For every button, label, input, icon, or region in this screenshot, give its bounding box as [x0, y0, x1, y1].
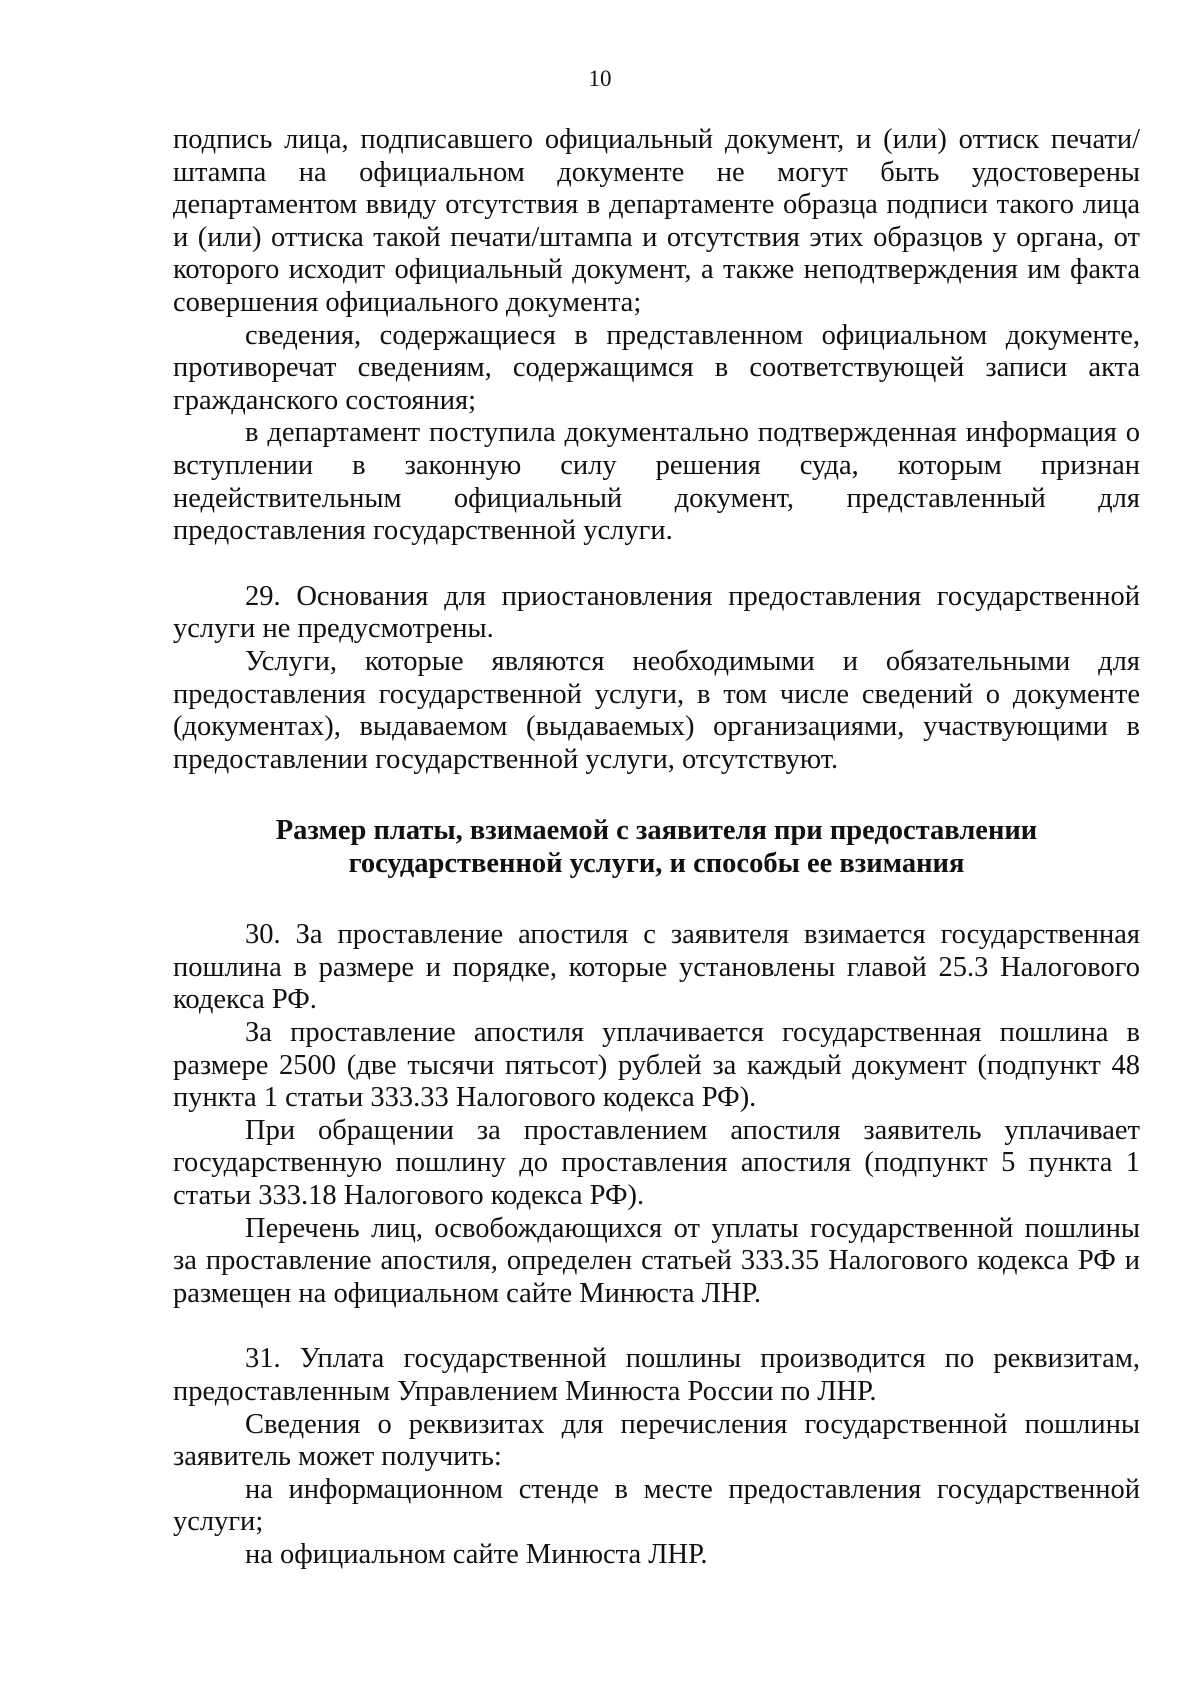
paragraph-30-exempt-persons: Перечень лиц, освобождающихся от уплаты государственной пошлины за проставление апостиля, определен статьей 333.35 Налогового кодекса РФ и размещен на официальном сайте Минюста ЛНР. [173, 1212, 1140, 1309]
section-heading-line-1: Размер платы, взимаемой с заявителя при предоставлении [275, 815, 1038, 847]
page-number: 10 [588, 66, 612, 91]
section-heading-line-2: государственной услуги, и способы ее взимания [348, 848, 965, 880]
paragraph-31-payment-details: 31. Уплата государственной пошлины производится по реквизитам, предоставленным Управлением Минюста России по ЛНР. [173, 1343, 1140, 1407]
paragraph-contradicts-civil-record: сведения, содержащиеся в представленном официальном документе, противоречат сведениям, содержащимся в соответствующей записи акта гражданского состояния; [173, 319, 1140, 416]
paragraph-30-fee-timing: При обращении за проставлением апостиля заявитель уплачивает государственную пошлину до проставления апостиля (подпункт 5 пункта 1 статьи 333.18 Налогового кодекса РФ). [173, 1114, 1140, 1212]
document-body [173, 124, 1140, 1572]
paragraph-31-where-to-get: Сведения о реквизитах для перечисления государственной пошлины заявитель может получить: [173, 1408, 1140, 1473]
paragraph-30-fee-amount: За проставление апостиля уплачивается государственная пошлина в размере 2500 (две тысячи пятьсот) рублей за каждый документ (подпункт 48 пункта 1 статьи 333.33 Налогового кодекса РФ). [173, 1017, 1140, 1114]
paragraph-31-info-stand: на информационном стенде в месте предоставления государственной услуги; [173, 1473, 1140, 1538]
paragraph-gap [173, 548, 1140, 581]
paragraph-gap [173, 776, 1140, 814]
paragraph-29-no-required-services: Услуги, которые являются необходимыми и обязательными для предоставления государственной услуги, в том числе сведений о документе (документах), выдаваемом (выдаваемых) организациями, участвующими в предоставлении государственной услуги, отсутствуют. [173, 645, 1140, 775]
paragraph-29-no-suspension: 29. Основания для приостановления предоставления государственной услуги не предусмотрены. [173, 580, 1140, 645]
paragraph-gap [173, 1310, 1140, 1343]
paragraph-signature-not-certified: подпись лица, подписавшего официальный документ, и (или) оттиск печати/штампа на официальном документе не могут быть удостоверены департаментом ввиду отсутствия в департаменте образца подписи такого лица и (или) оттиска такой печати/штампа и отсутствия этих образцов у органа, от которого исходит официальный документ, а также неподтверждения им факта совершения официального документа; [173, 124, 1140, 318]
paragraph-gap [173, 880, 1140, 919]
paragraph-court-decision: в департамент поступила документально подтвержденная информация о вступлении в законную силу решения суда, которым признан недействительным официальный документ, представленный для предоставления государственной услуги. [173, 417, 1140, 547]
paragraph-30-fee-established: 30. За проставление апостиля с заявителя взимается государственная пошлина в размере и порядке, которые установлены главой 25.3 Налогового кодекса РФ. [173, 919, 1140, 1016]
paragraph-31-official-site: на официальном сайте Минюста ЛНР. [245, 1538, 708, 1570]
